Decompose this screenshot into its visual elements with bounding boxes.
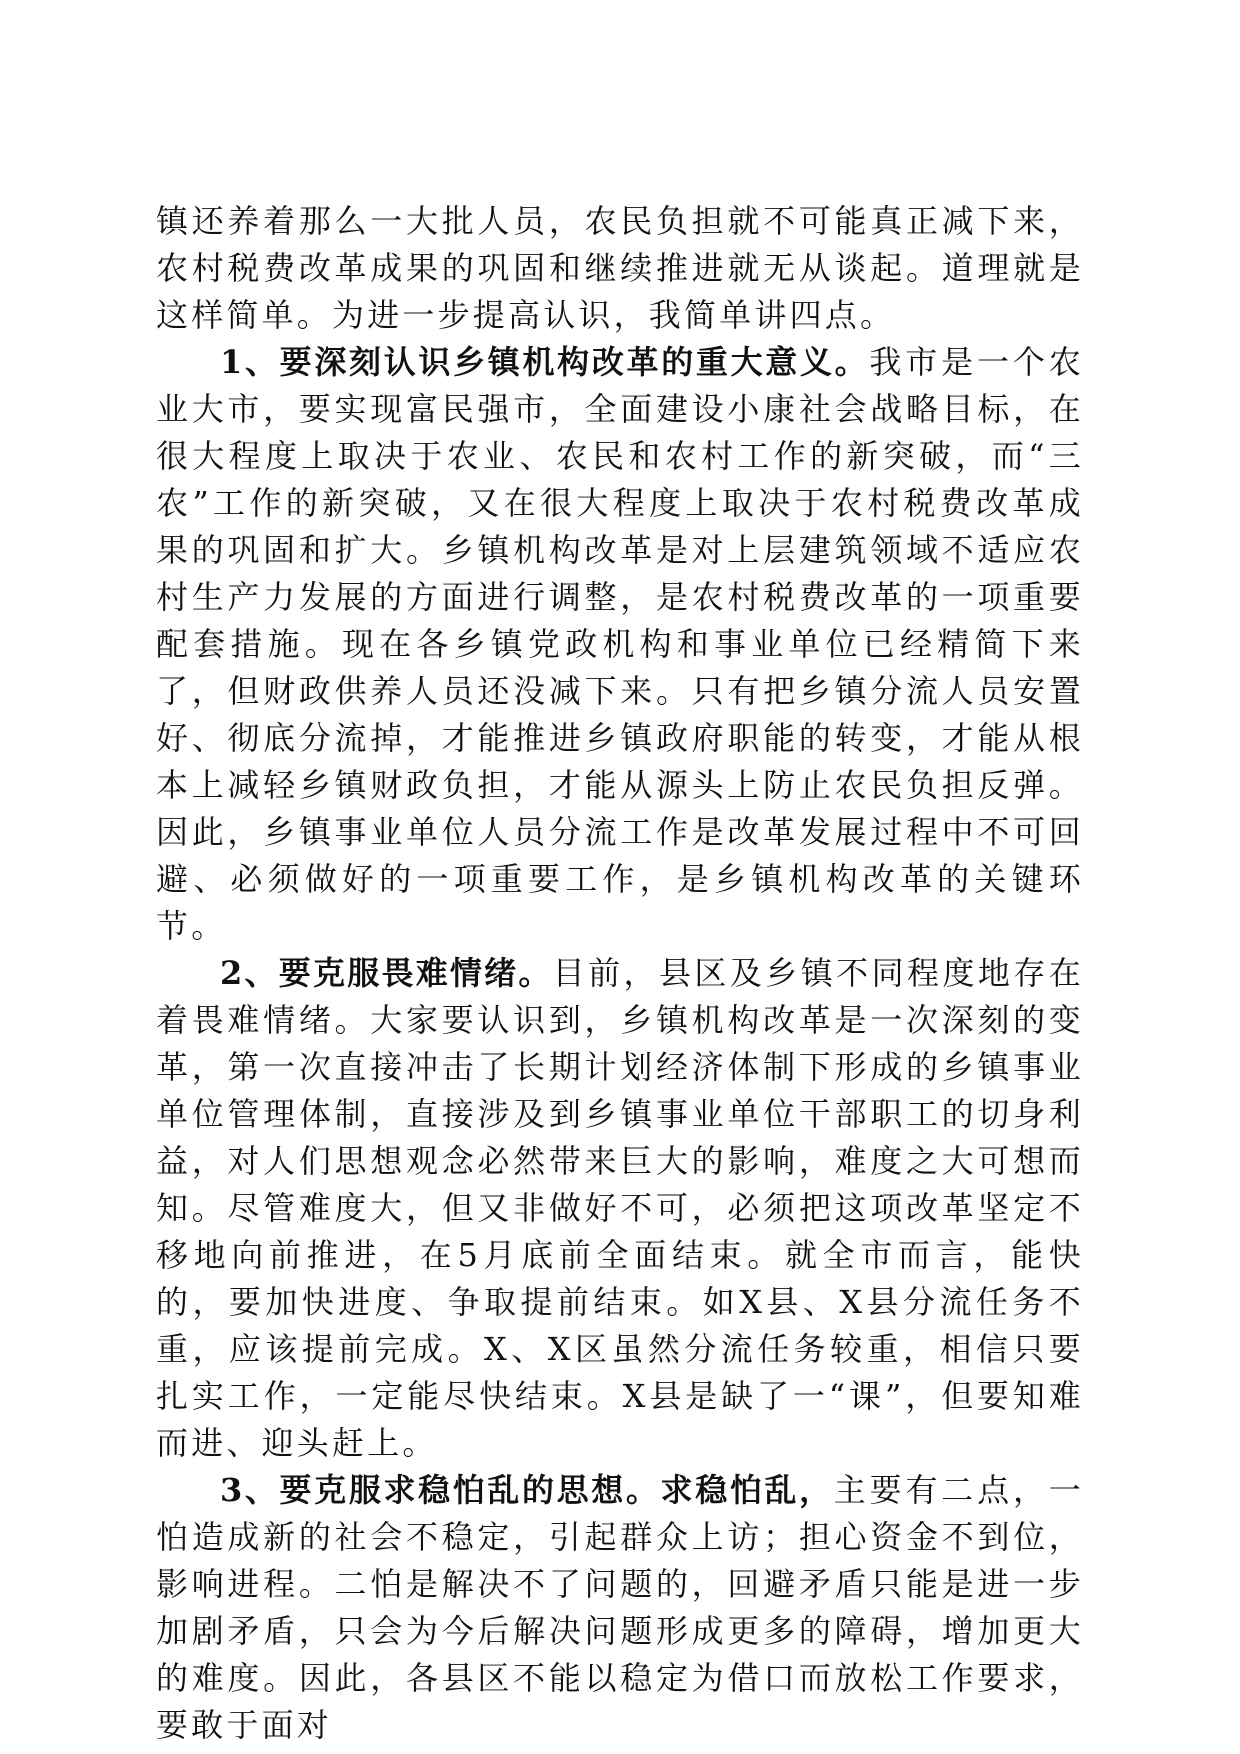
point-1-text: 我市是一个农业大市，要实现富民强市，全面建设小康社会战略目标，在很大程度上取决于农业、农民和农村工作的新突破，而“三农”工作的新突破，又在很大程度上取决于农村税费改革成果的巩固和扩大。乡镇机构改革是对上层建筑领域不适应农村生产力发展的方面进行调整，是农村税费改革的一项重要配套措施。现在各乡镇党政机构和事业单位已经精简下来了，但财政供养人员还没减下来。只有把乡镇分流人员安置好、彻底分流掉，才能推进乡镇政府职能的转变，才能从根本上减轻乡镇财政负担，才能从源头上防止农民负担反弹。因此，乡镇事业单位人员分流工作是改革发展过程中不可回避、必须做好的一项重要工作，是乡镇机构改革的关键环节。 <box>156 343 1084 945</box>
paragraph-point-1 <box>156 339 1084 950</box>
point-2-heading: 2、要克服畏难情绪。 <box>220 954 553 992</box>
point-2-text: 目前，县区及乡镇不同程度地存在着畏难情绪。大家要认识到，乡镇机构改革是一次深刻的变革，第一次直接冲击了长期计划经济体制下形成的乡镇事业单位管理体制，直接涉及到乡镇事业单位干部职工的切身利益，对人们思想观念必然带来巨大的影响，难度之大可想而知。尽管难度大，但又非做好不可，必须把这项改革坚定不移地向前推进，在5月底前全面结束。就全市而言，能快的，要加快进度、争取提前结束。如X县、X县分流任务不重，应该提前完成。X、X区虽然分流任务较重，相信只要扎实工作，一定能尽快结束。X县是缺了一“课”，但要知难而进、迎头赶上。 <box>156 954 1084 1462</box>
paragraph-intro <box>156 198 1084 339</box>
paragraph-point-2 <box>156 950 1084 1467</box>
point-1-heading: 1、要深刻认识乡镇机构改革的重大意义。 <box>220 343 870 381</box>
paragraph-intro-text: 镇还养着那么一大批人员，农民负担就不可能真正减下来，农村税费改革成果的巩固和继续推进就无从谈起。道理就是这样简单。为进一步提高认识，我简单讲四点。 <box>156 202 1084 334</box>
paragraph-point-3 <box>156 1467 1084 1749</box>
point-3-heading: 3、要克服求稳怕乱的思想。求稳怕乱， <box>220 1471 834 1509</box>
document-body <box>156 198 1084 1749</box>
point-3-text: 主要有二点，一怕造成新的社会不稳定，引起群众上访；担心资金不到位，影响进程。二怕是解决不了问题的，回避矛盾只能是进一步加剧矛盾，只会为今后解决问题形成更多的障碍，增加更大的难度。因此，各县区不能以稳定为借口而放松工作要求，要敢于面对 <box>156 1471 1084 1744</box>
